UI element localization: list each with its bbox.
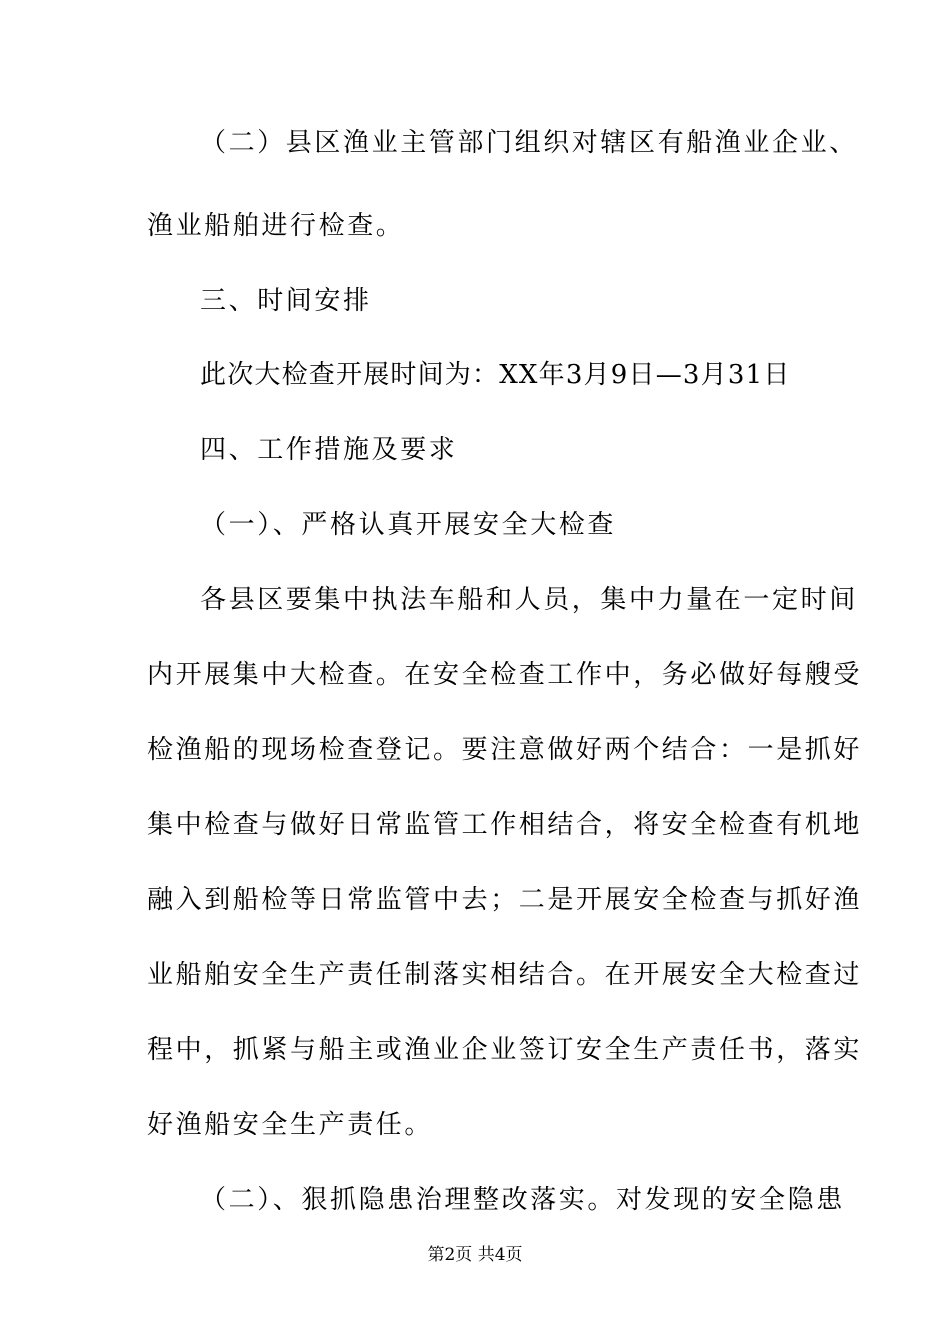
paragraph-line-1: （二）县区渔业主管部门组织对辖区有船渔业企业、 (200, 128, 858, 158)
page-indicator: 第2页 共4页 (427, 1245, 523, 1265)
subsection-heading-2: （二）、狠抓隐患治理整改落实。对发现的安全隐患 (200, 1185, 845, 1215)
section-heading-time-schedule: 三、时间安排 (200, 286, 372, 316)
paragraph-line-schedule: 此次大检查开展时间为：XX年3月9日—3月31日 (200, 360, 791, 390)
paragraph-line-7: 各县区要集中执法车船和人员，集中力量在一定时间 (200, 585, 858, 615)
paragraph-line-14: 好渔船安全生产责任。 (147, 1110, 434, 1140)
paragraph-line-12: 业船舶安全生产责任制落实相结合。在开展安全大检查过 (147, 960, 863, 990)
subsection-heading-1: （一）、严格认真开展安全大检查 (200, 510, 617, 540)
paragraph-line-8: 内开展集中大检查。在安全检查工作中，务必做好每艘受 (147, 660, 863, 690)
paragraph-line-2: 渔业船舶进行检查。 (147, 211, 405, 241)
paragraph-line-11: 融入到船检等日常监管中去；二是开展安全检查与抓好渔 (147, 885, 863, 915)
paragraph-line-13: 程中，抓紧与船主或渔业企业签订安全生产责任书，落实 (147, 1035, 863, 1065)
page-footer (0, 1244, 950, 1266)
section-heading-measures: 四、工作措施及要求 (200, 435, 458, 465)
paragraph-line-9: 检渔船的现场检查登记。要注意做好两个结合：一是抓好 (147, 735, 863, 765)
paragraph-line-10: 集中检查与做好日常监管工作相结合，将安全检查有机地 (147, 810, 863, 840)
